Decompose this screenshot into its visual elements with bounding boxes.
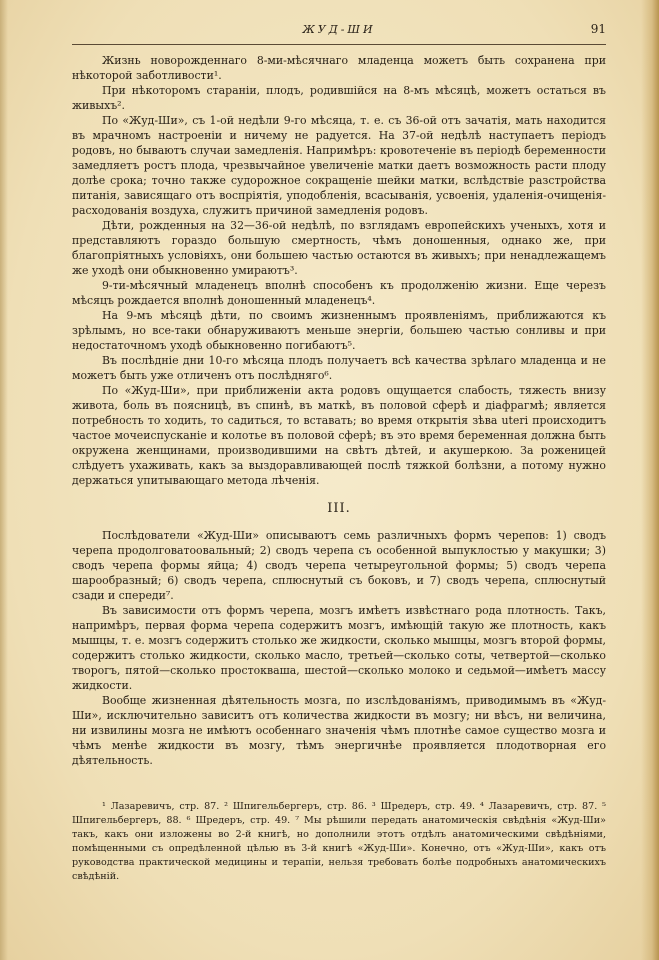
- paragraph: При нѣкоторомъ стараніи, плодъ, родившійся на 8-мъ мѣсяцѣ, можетъ остаться въ живыхъ².: [72, 84, 606, 112]
- paragraph: На 9-мъ мѣсяцѣ дѣти, по своимъ жизненнымъ проявленіямъ, приближаются къ зрѣлымъ, но все-таки обнаруживаютъ меньше энергіи, большею частью сонливы и при недостаточномъ уходѣ обыкновенно погибаютъ⁵.: [72, 309, 606, 352]
- paragraph: 9-ти-мѣсячный младенецъ вполнѣ способенъ къ продолженію жизни. Еще черезъ мѣсяцъ рождается вполнѣ доношенный младенецъ⁴.: [72, 279, 606, 307]
- footnote-text: ¹ Лазаревичъ, стр. 87. ² Шпигельбергеръ, стр. 86. ³ Шредеръ, стр. 49. ⁴ Лазаревичъ, стр. 87. ⁵ Шпигельбергеръ, 88. ⁶ Шредеръ, стр. 49. ⁷ Мы рѣшили передать анатомическія свѣдѣнія «Жуд-Ши» такъ, какъ они изложены во 2-й книгѣ, но дополнили этотъ отдѣлъ анатомическими свѣдѣніями, помѣщенными съ опредѣленной цѣлью въ 3-й книгѣ «Жуд-Ши». Конечно, отъ «Жуд-Ши», какъ отъ руководства практической медицины и терапіи, нельзя требовать болѣе подробныхъ анатомическихъ свѣдѣній.: [72, 801, 606, 882]
- paragraph: Послѣдователи «Жуд-Ши» описываютъ семь различныхъ формъ черепов: 1) сводъ черепа продолговатоовальный; 2) сводъ черепа съ особенной выпуклостью у макушки; 3) сводъ черепа формы яйца; 4) сводъ черепа четыреугольной формы; 5) сводъ черепа шарообразный; 6) сводъ черепа, сплюснутый съ боковъ, и 7) сводъ черепа, сплюснутый сзади и спереди⁷.: [72, 529, 606, 602]
- page-header: [72, 18, 606, 45]
- section-number: III.: [327, 501, 351, 516]
- paragraph: По «Жуд-Ши», съ 1-ой недѣли 9-го мѣсяца, т. е. съ 36-ой отъ зачатія, мать находится въ мрачномъ настроеніи и ничему не радуется. На 37-ой недѣлѣ наступаетъ періодъ родовъ, но бываютъ случаи замедленія. Напримѣръ: кровотеченіе въ періодѣ беременности замедляетъ ростъ плода, чрезвычайное увеличеніе матки даетъ возможность расти плоду долѣе срока; точно также судорожное сокращеніе шейки матки, вслѣдствіе разстройства питанія, зависящаго отъ воспріятія, уподобленія, всасыванія, усвоенія, удаленія-очищенія-расходованія воздуха, служитъ причиной замедленія родовъ.: [72, 114, 606, 217]
- paragraph: Вообще жизненная дѣятельность мозга, по изслѣдованіямъ, приводимымъ въ «Жуд-Ши», исключительно зависитъ отъ количества жидкости въ мозгу; ни вѣсъ, ни величина, ни извилины мозга не имѣютъ особеннаго значенія чѣмъ плотнѣе самое существо мозга и чѣмъ менѣе жидкости въ мозгу, тѣмъ энергичнѣе проявляется плодотворная его дѣятельность.: [72, 694, 606, 767]
- footnotes: [72, 800, 606, 884]
- paragraph: Жизнь новорожденнаго 8-ми-мѣсячнаго младенца можетъ быть сохранена при нѣкоторой заботливости¹.: [72, 54, 606, 82]
- page-right-edge: [641, 0, 659, 960]
- body-text: [72, 53, 606, 768]
- paragraph: Дѣти, рожденныя на 32—36-ой недѣлѣ, по взглядамъ европейскихъ ученыхъ, хотя и представляютъ гораздо большую смертность, чѣмъ доношенныя, однако же, при благопріятныхъ условіяхъ, они большею частью остаются въ живыхъ; при ненадлежащемъ же уходѣ они обыкновенно умираютъ³.: [72, 219, 606, 277]
- page-left-edge: [0, 0, 8, 960]
- paragraph: По «Жуд-Ши», при приближеніи акта родовъ ощущается слабость, тяжесть внизу живота, боль въ пояcницѣ, въ спинѣ, въ маткѣ, въ половой сферѣ и діафрагмѣ; является потребность то ходить, то садиться, то вставать; во время открытія зѣва uteri происходитъ частое мочеиспусканіе и колотье въ половой сферѣ; въ это время беременная должна быть окружена женщинами, производившими на свѣтъ дѣтей, и акушеркою. За роженицей слѣдуетъ ухаживать, какъ за выздоравливающей послѣ тяжкой болѣзни, а потому нужно держаться упитывающаго метода лѣченія.: [72, 384, 606, 487]
- running-title: ЖУД-ШИ: [302, 23, 376, 36]
- page-number: 91: [590, 22, 606, 36]
- paragraph: Въ зависимости отъ формъ черепа, мозгъ имѣетъ извѣстнаго рода плотность. Такъ, напримѣръ, первая форма черепа содержитъ мозгъ, имѣющій такую же плотность, какъ мышцы, т. е. мозгъ содержитъ столько же жидкости, сколько мышцы, мозгъ второй формы, содержитъ столько жидкости, сколько масло, третьей—сколько соты, четвертой—сколько творогъ, пятой—сколько простокваша, шестой—сколько молоко и седьмой—имѣетъ массу жидкости.: [72, 604, 606, 692]
- paragraph: Въ послѣдніе дни 10-го мѣсяца плодъ получаетъ всѣ качества зрѣлаго младенца и не можетъ быть уже отличенъ отъ послѣдняго⁶.: [72, 354, 606, 382]
